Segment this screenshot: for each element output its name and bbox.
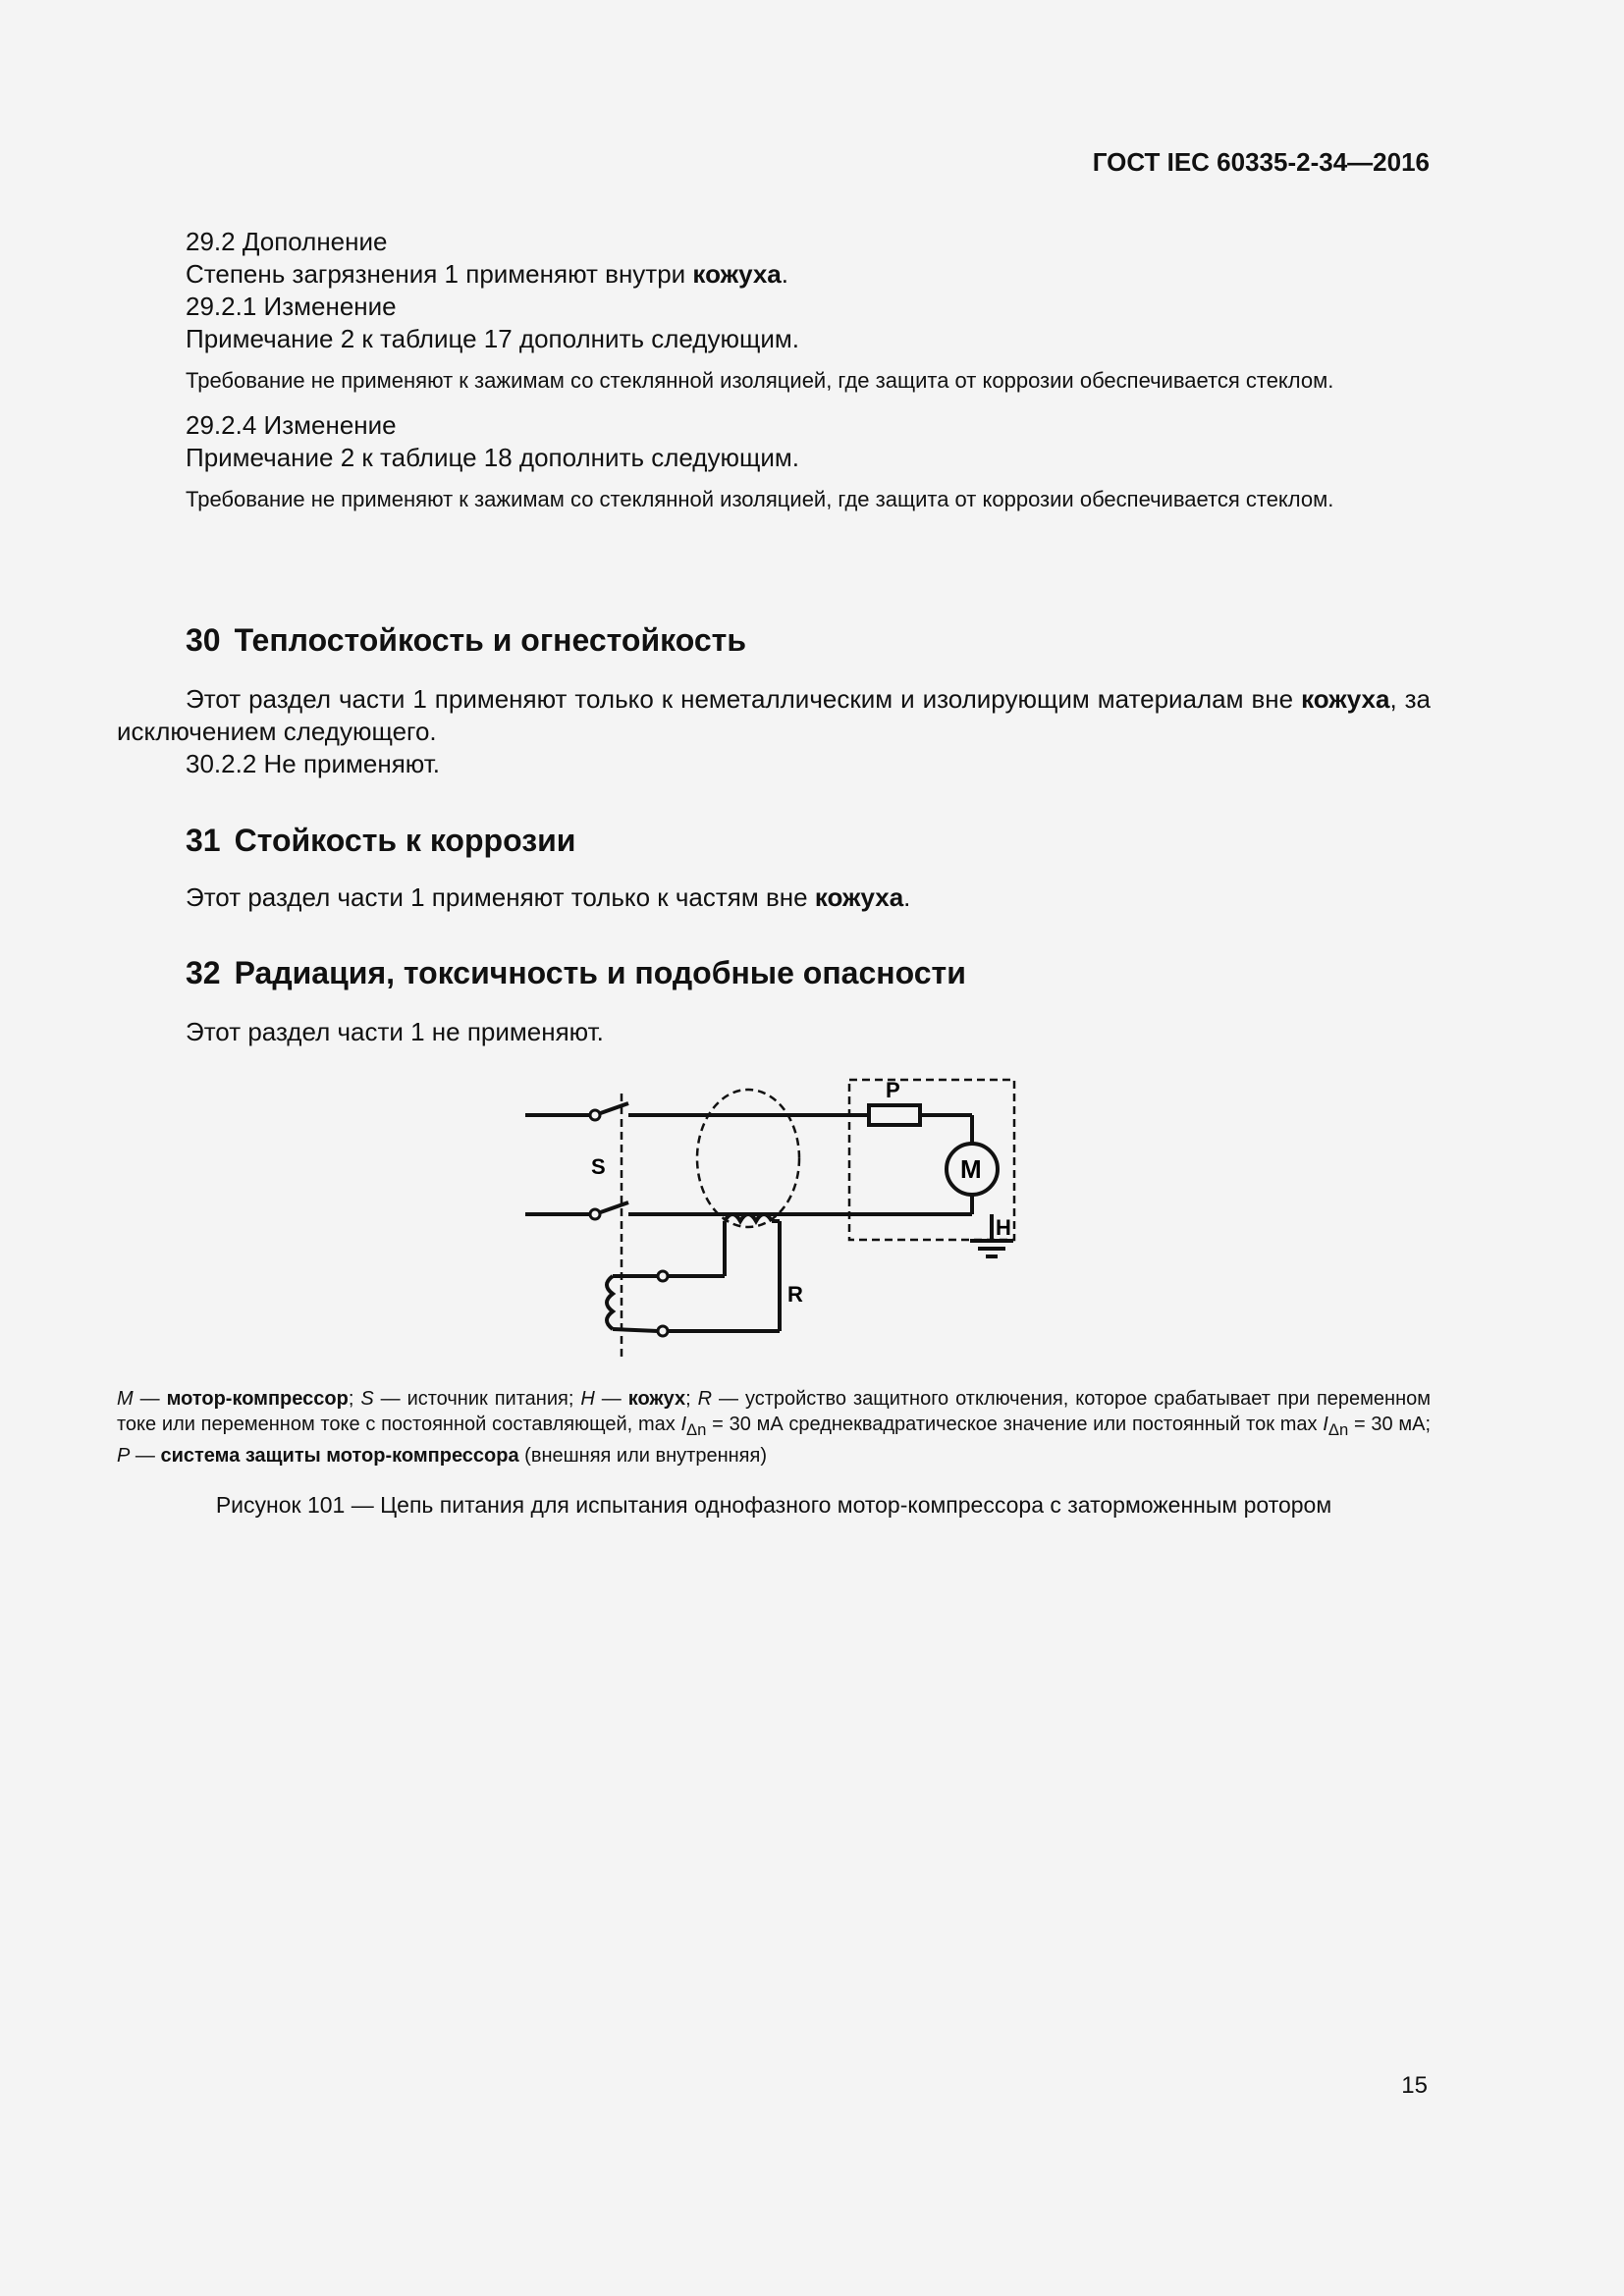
circuit-diagram — [520, 1072, 1031, 1366]
section-31-body — [117, 881, 1431, 914]
page-number: 15 — [1401, 2072, 1428, 2099]
note-table-18: Требование не применяют к зажимам со стеклянной изоляцией, где защита от коррозии обеспечивается стеклом. — [186, 487, 1334, 511]
rcd-coil-top — [725, 1214, 772, 1221]
section-29-block — [117, 226, 1431, 514]
clause-29-2-1-text: Примечание 2 к таблице 17 дополнить следующим. — [186, 324, 799, 353]
label-r: R — [787, 1282, 803, 1307]
figure-caption: Рисунок 101 — Цепь питания для испытания однофазного мотор-компрессора с заторможенным ротором — [215, 1492, 1332, 1518]
label-h: H — [996, 1215, 1011, 1240]
note-table-17: Требование не применяют к зажимам со стеклянной изоляцией, где защита от коррозии обеспечивается стеклом. — [186, 368, 1334, 393]
clause-29-2-4: 29.2.4 Изменение — [186, 410, 397, 440]
section-32-body — [117, 1016, 1431, 1048]
label-p: P — [886, 1078, 900, 1102]
label-m: M — [960, 1154, 982, 1184]
clause-29-2-1: 29.2.1 Изменение — [186, 292, 397, 321]
section-31-heading: 31 Стойкость к коррозии — [186, 823, 576, 858]
section-30-heading: 30 Теплостойкость и огнестойкость — [186, 622, 746, 658]
standard-header: ГОСТ IEC 60335-2-34—2016 — [1092, 147, 1430, 177]
protector-resistor — [869, 1105, 920, 1125]
rcd-core-dashed — [697, 1090, 799, 1227]
clause-29-2-text: Степень загрязнения 1 применяют внутри кожуха. — [186, 259, 788, 289]
section-32-heading: 32 Радиация, токсичность и подобные опасности — [186, 955, 966, 990]
section-32-paragraph: Этот раздел части 1 не применяют. — [186, 1017, 604, 1046]
rcd-coil-side — [607, 1276, 613, 1329]
section-31-paragraph: Этот раздел части 1 применяют только к частям вне кожуха. — [186, 882, 911, 912]
section-30-body — [117, 683, 1431, 780]
clause-29-2-4-text: Примечание 2 к таблице 18 дополнить следующим. — [186, 443, 799, 472]
figure-legend: M — мотор-компрессор; S — источник питания; H — кожух; R — устройство защитного отключения, которое срабатывает при переменном токе или переменном токе с постоянной составляющей, $\max I_{\Delta n} = 30$ мА среднеквадратическое значение или постоянный ток $\max I_{\Delta n} = 30$ мА; P — система защиты мотор-компрессора (внешняя или внутренняя) — [117, 1388, 1432, 1467]
section-30-paragraph: Этот раздел части 1 применяют только к неметаллическим и изолирующим материалам вне кожуха, за исключением следующего. — [117, 684, 1432, 746]
clause-30-2-2: 30.2.2 Не применяют. — [186, 749, 440, 778]
label-s: S — [591, 1154, 606, 1179]
clause-29-2: 29.2 Дополнение — [186, 227, 388, 256]
